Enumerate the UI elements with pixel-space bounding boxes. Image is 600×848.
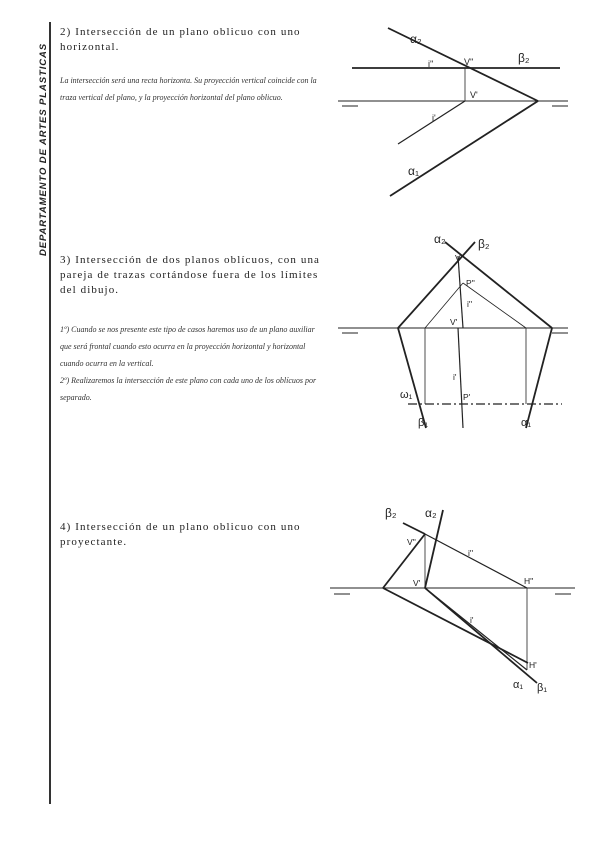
- label-p1: P': [463, 392, 471, 402]
- inner-trace-left: [425, 283, 463, 328]
- figure-2: [330, 20, 590, 210]
- section-2-note: La intersección será una recta horizonta. Su proyección vertical coincide con la traza vertical del plano, y la proyección horizontal del plano oblicuo.: [60, 76, 317, 102]
- label-alpha1: α₁: [513, 679, 524, 691]
- section-4-heading: 4) Intersección de un plano oblicuo con uno proyectante.: [60, 521, 301, 548]
- i1-line: [425, 588, 527, 670]
- label-i1: i': [470, 615, 474, 625]
- margin-rule: [49, 22, 51, 804]
- label-alpha2: α₂: [410, 32, 422, 46]
- label-p2: P'': [466, 278, 475, 288]
- i2-line: [458, 256, 463, 328]
- section-3-note-line-2: 2º) Realizaremos la intersección de este plano con cada uno de los oblícuos por separado.: [60, 376, 317, 402]
- alpha1-trace: [390, 101, 538, 196]
- label-v1: V': [413, 578, 421, 588]
- figure-3: [330, 228, 590, 438]
- label-alpha2: α₂: [434, 232, 446, 246]
- figure-4: [325, 498, 595, 703]
- inner-trace-right: [463, 283, 526, 328]
- label-beta2: β₂: [385, 506, 397, 520]
- label-beta1: β₁: [418, 417, 429, 429]
- label-i1: i': [453, 372, 457, 382]
- label-beta2: β₂: [478, 237, 490, 251]
- i1-line: [458, 328, 463, 428]
- label-i2: i'': [468, 548, 474, 558]
- label-h2: H'': [524, 576, 534, 586]
- label-i2: i'': [428, 59, 434, 69]
- label-alpha2: α₂: [425, 506, 437, 520]
- alpha1-trace: [526, 328, 552, 428]
- section-3-heading: 3) Intersección de dos planos oblícuos, con una pareja de trazas cortándose fuera de los límites del dibujo.: [60, 254, 321, 296]
- department-title: [37, 28, 49, 258]
- section-2-heading: 2) Intersección de un plano oblicuo con uno horizontal.: [60, 26, 301, 53]
- label-alpha1: α₁: [408, 164, 419, 178]
- label-i2: i'': [467, 299, 473, 309]
- beta1-trace: [398, 328, 429, 429]
- label-v2: V'': [407, 537, 416, 547]
- label-v1: V': [450, 317, 458, 327]
- alpha1-trace: [383, 588, 528, 663]
- i2-line: [425, 534, 527, 588]
- label-beta2: β₂: [518, 51, 530, 65]
- beta2-trace: [403, 523, 425, 534]
- label-h1: H': [529, 660, 537, 670]
- section-3-note: [60, 321, 322, 406]
- label-v1: V': [470, 90, 478, 100]
- label-beta1: β₁: [537, 682, 548, 694]
- section-3-note-line-1: 1º) Cuando se nos presente este tipo de casos haremos uso de un plano auxiliar que será frontal cuando esto ocurra en la proyección horizontal y horizontal cuando ocurra en la vertical.: [60, 325, 315, 368]
- label-i1: i': [432, 113, 436, 123]
- label-v2: V'': [455, 253, 464, 263]
- label-v2: V'': [464, 57, 474, 67]
- alpha2-trace: [425, 510, 443, 588]
- department-title-text: DEPARTAMENTO DE ARTES PLASTICAS: [38, 43, 49, 256]
- label-omega1: ω₁: [400, 389, 413, 401]
- label-alpha1: α₁: [521, 417, 532, 429]
